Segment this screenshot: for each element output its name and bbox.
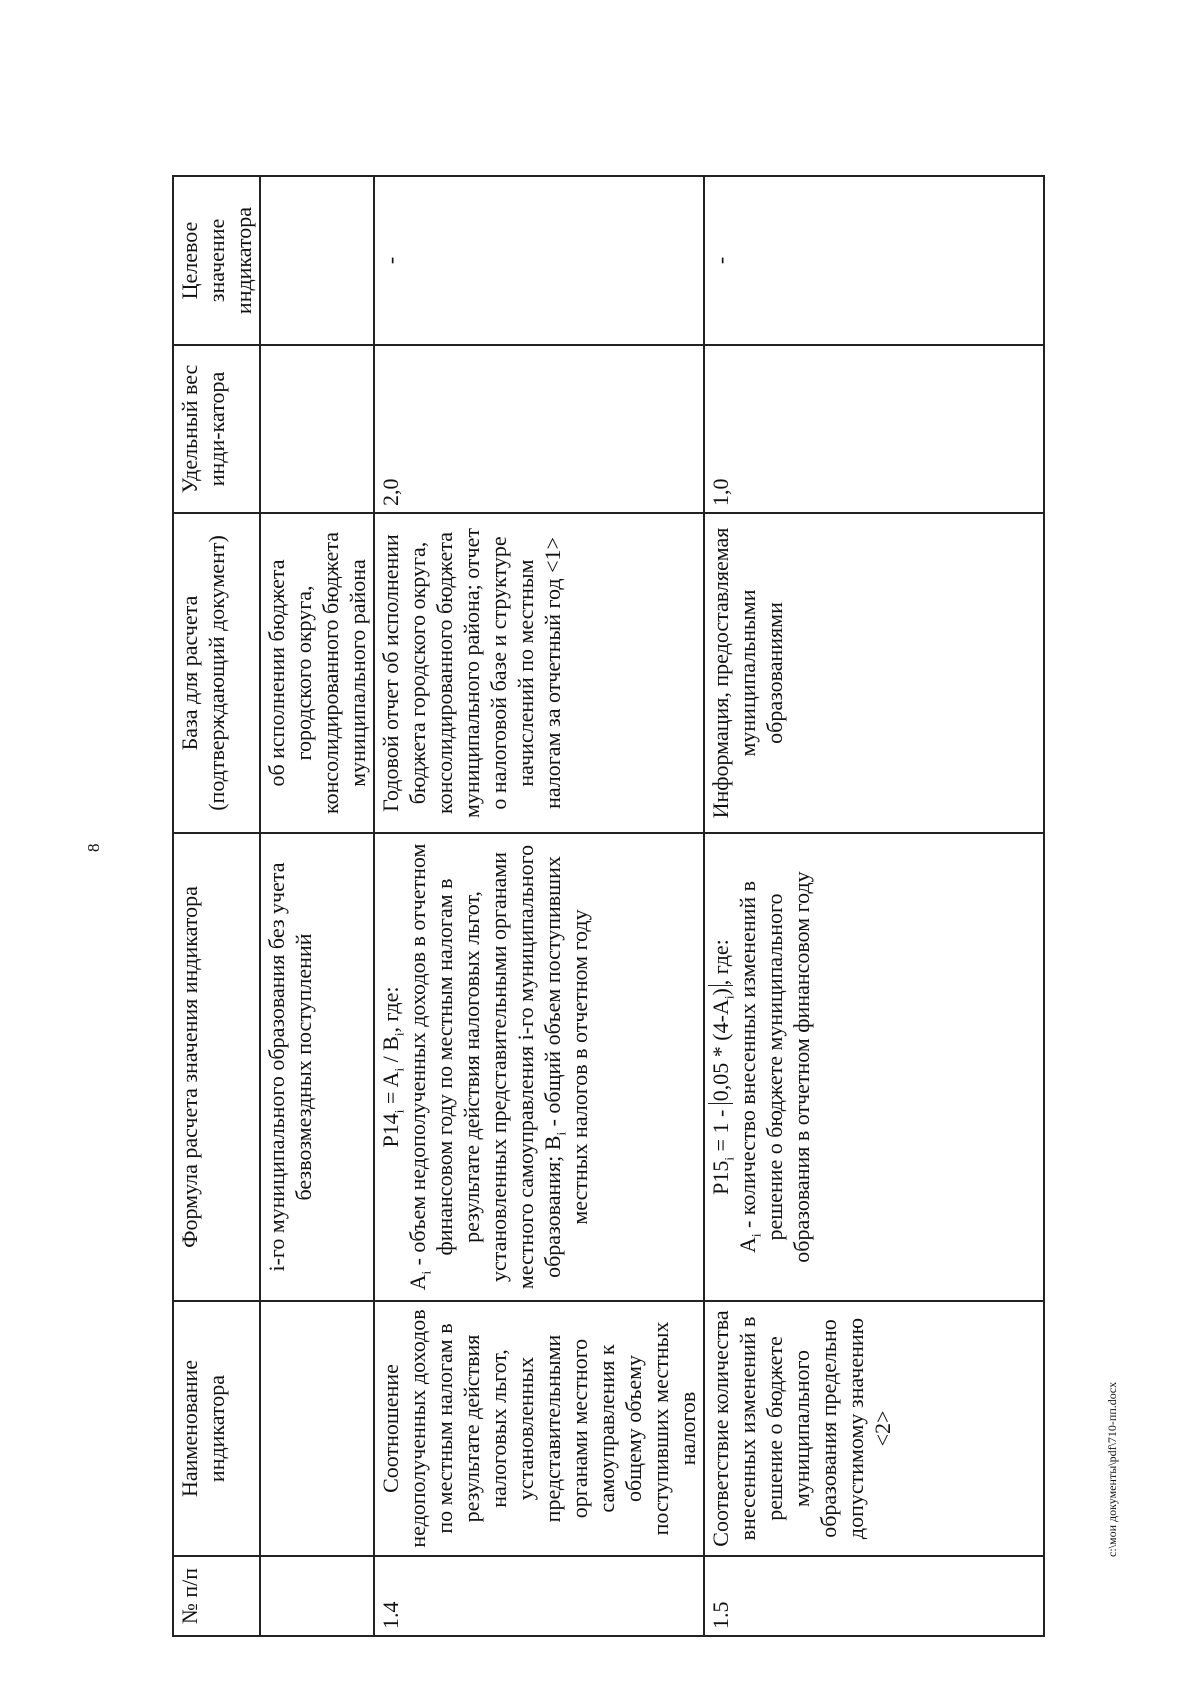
cont-formula: i-го муниципального образования без учета безвозмездных поступлений xyxy=(260,833,374,1301)
row-1-5-base: Информация, предоставляемая муниципальными образованиями xyxy=(704,513,1044,833)
row-1-4-formula: $Р14_i = A_i / B_i$, где: xyxy=(378,986,407,1148)
row-1-5-formula: $Р15_i = 1 - 0,05 * (4-A_i)$, где: xyxy=(708,939,737,1195)
footer-file-path: c:\мои документы\pdf\710-пп.docx xyxy=(1105,1381,1119,1557)
cont-weight-cell xyxy=(260,345,374,513)
row-1-5-weight: 1,0 xyxy=(704,345,1044,513)
row-1-4-weight: 2,0 xyxy=(374,345,704,513)
header-name: Наименование индикатора xyxy=(173,1301,260,1556)
cont-no-cell xyxy=(260,1556,374,1636)
row-1-4-name: Соотношение недополученных доходов по местным налогам в результате действия налоговых льгот, установленных представительными органами местного самоуправления к общему объему поступивших местных налогов xyxy=(374,1301,704,1556)
row-1-4-def-b: $B_i$ - общий объем поступивших местных налогов в отчетном году xyxy=(540,856,592,1225)
absolute-value-bars: $0,05 * (4-A_i)$ xyxy=(708,985,733,1104)
row-1-5-formula-cell xyxy=(704,833,1044,1301)
row-1-4-formula-cell xyxy=(374,833,704,1301)
row-1-4-base: Годовой отчет об исполнении бюджета городского округа, консолидированного бюджета муниципального района; отчет о налоговой базе и структуре начислений по местным налогам за отчетный год <1> xyxy=(374,513,704,833)
row-1-4-def-a: $A_i$ - объем недополученных доходов в отчетном финансовом году по местным налогам в результате действия налоговых льгот, установленных представительными органами местного самоуправления i-го муниципального образования; xyxy=(405,843,565,1291)
table-row-1-4 xyxy=(374,176,704,1636)
table-row-continuation xyxy=(260,176,374,1636)
cont-name-cell xyxy=(260,1301,374,1556)
table-row-1-5 xyxy=(704,176,1044,1636)
header-no: № п/п xyxy=(173,1556,260,1636)
row-1-4-target: - xyxy=(374,176,704,345)
row-1-5-name: Соответствие количества внесенных изменений в решение о бюджете муниципального образования предельно допустимому значению <2> xyxy=(704,1301,1044,1556)
page-number: 8 xyxy=(84,843,103,852)
indicator-table xyxy=(172,175,1045,1637)
row-1-4-no: 1.4 xyxy=(374,1556,704,1636)
header-row xyxy=(173,176,260,1636)
cont-base: об исполнении бюджета городского округа, консолидированного бюджета муниципального района xyxy=(260,513,374,833)
header-weight: Удельный вес инди-катора xyxy=(173,345,260,513)
row-1-5-def-a: $A_i$ - количество внесенных изменений в решение о бюджете муниципального образования в отчетном финансовом году xyxy=(735,871,814,1263)
header-base: База для расчета (подтверждающий документ) xyxy=(173,513,260,833)
row-1-5-target: - xyxy=(704,176,1044,345)
header-target: Целевое значение индикатора xyxy=(173,176,260,345)
cont-target-cell xyxy=(260,176,374,345)
header-formula: Формула расчета значения индикатора xyxy=(173,833,260,1301)
row-1-5-no: 1.5 xyxy=(704,1556,1044,1636)
